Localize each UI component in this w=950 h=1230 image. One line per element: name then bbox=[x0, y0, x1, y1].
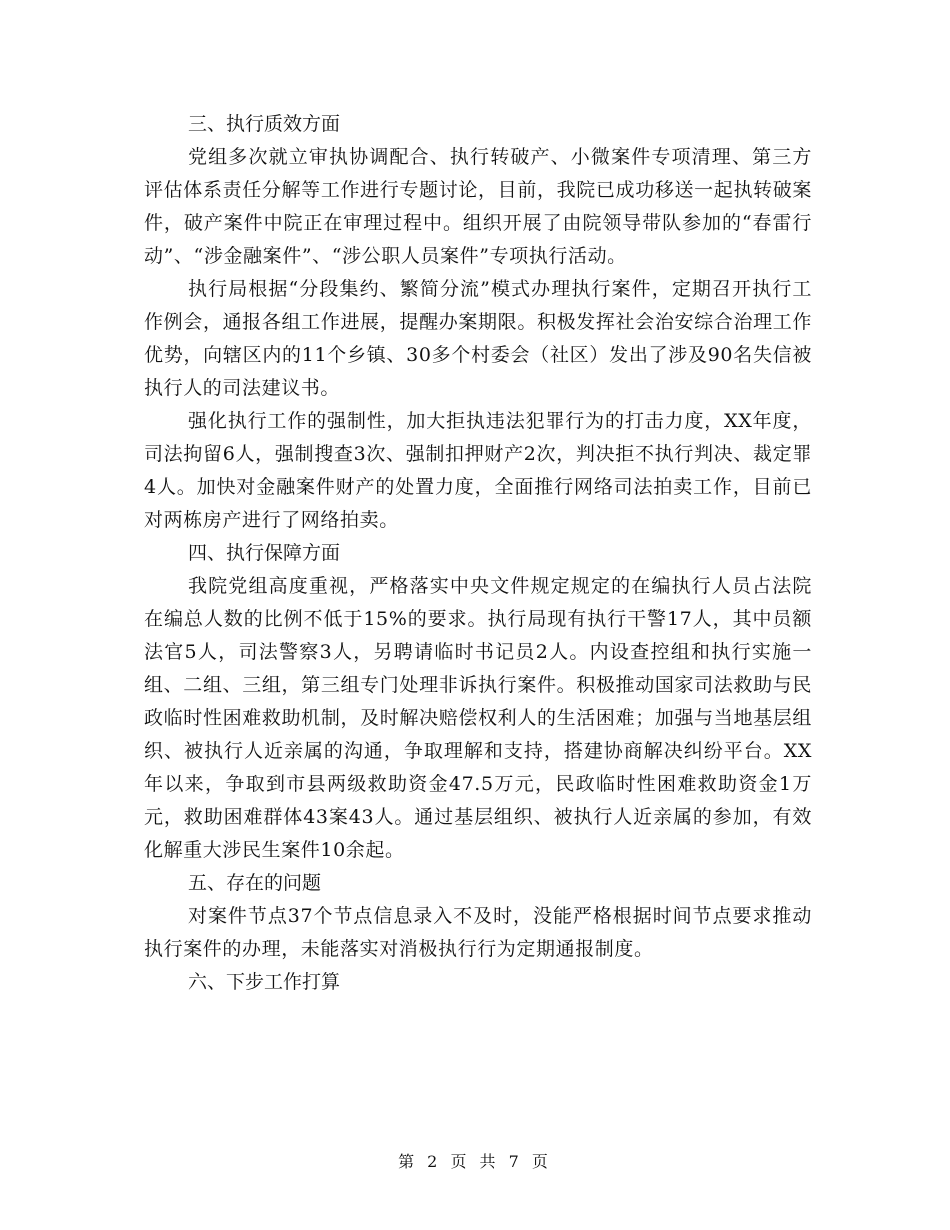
page-number-footer: 第 2 页 共 7 页 bbox=[398, 1152, 552, 1171]
paragraph: 强化执行工作的强制性，加大拒执违法犯罪行为的打击力度，XX年度，司法拘留6人，强制搜查3次、强制扣押财产2次，判决拒不执行判决、裁定罪4人。加快对金融案件财产的处置力度，全面推行网络司法拍卖工作，目前已对两栋房产进行了网络拍卖。 bbox=[144, 410, 812, 531]
section-heading-4: 四、执行保障方面 bbox=[188, 542, 341, 564]
page-content bbox=[144, 108, 812, 999]
section-heading-6: 六、下步工作打算 bbox=[188, 971, 341, 993]
paragraph: 我院党组高度重视，严格落实中央文件规定规定的在编执行人员占法院在编总人数的比例不低于15%的要求。执行局现有执行干警17人，其中员额法官5人，司法警察3人，另聘请临时书记员2人。内设查控组和执行实施一组、二组、三组，第三组专门处理非诉执行案件。积极推动国家司法救助与民政临时性困难救助机制，及时解决赔偿权利人的生活困难；加强与当地基层组织、被执行人近亲属的沟通，争取理解和支持，搭建协商解决纠纷平台。XX年以来，争取到市县两级救助资金47.5万元，民政临时性困难救助资金1万元，救助困难群体43案43人。通过基层组织、被执行人近亲属的参加，有效化解重大涉民生案件10余起。 bbox=[144, 575, 812, 861]
paragraph: 对案件节点37个节点信息录入不及时，没能严格根据时间节点要求推动执行案件的办理，未能落实对消极执行行为定期通报制度。 bbox=[144, 905, 812, 960]
paragraph: 党组多次就立审执协调配合、执行转破产、小微案件专项清理、第三方评估体系责任分解等工作进行专题讨论，目前，我院已成功移送一起执转破案件，破产案件中院正在审理过程中。组织开展了由院领导带队参加的“春雷行动”、“涉金融案件”、“涉公职人员案件”专项执行活动。 bbox=[144, 146, 812, 267]
paragraph: 执行局根据“分段集约、繁简分流”模式办理执行案件，定期召开执行工作例会，通报各组工作进展，提醒办案期限。积极发挥社会治安综合治理工作优势，向辖区内的11个乡镇、30多个村委会（社区）发出了涉及90名失信被执行人的司法建议书。 bbox=[144, 278, 812, 399]
section-heading-3: 三、执行质效方面 bbox=[188, 113, 341, 135]
section-heading-5: 五、存在的问题 bbox=[188, 872, 322, 894]
